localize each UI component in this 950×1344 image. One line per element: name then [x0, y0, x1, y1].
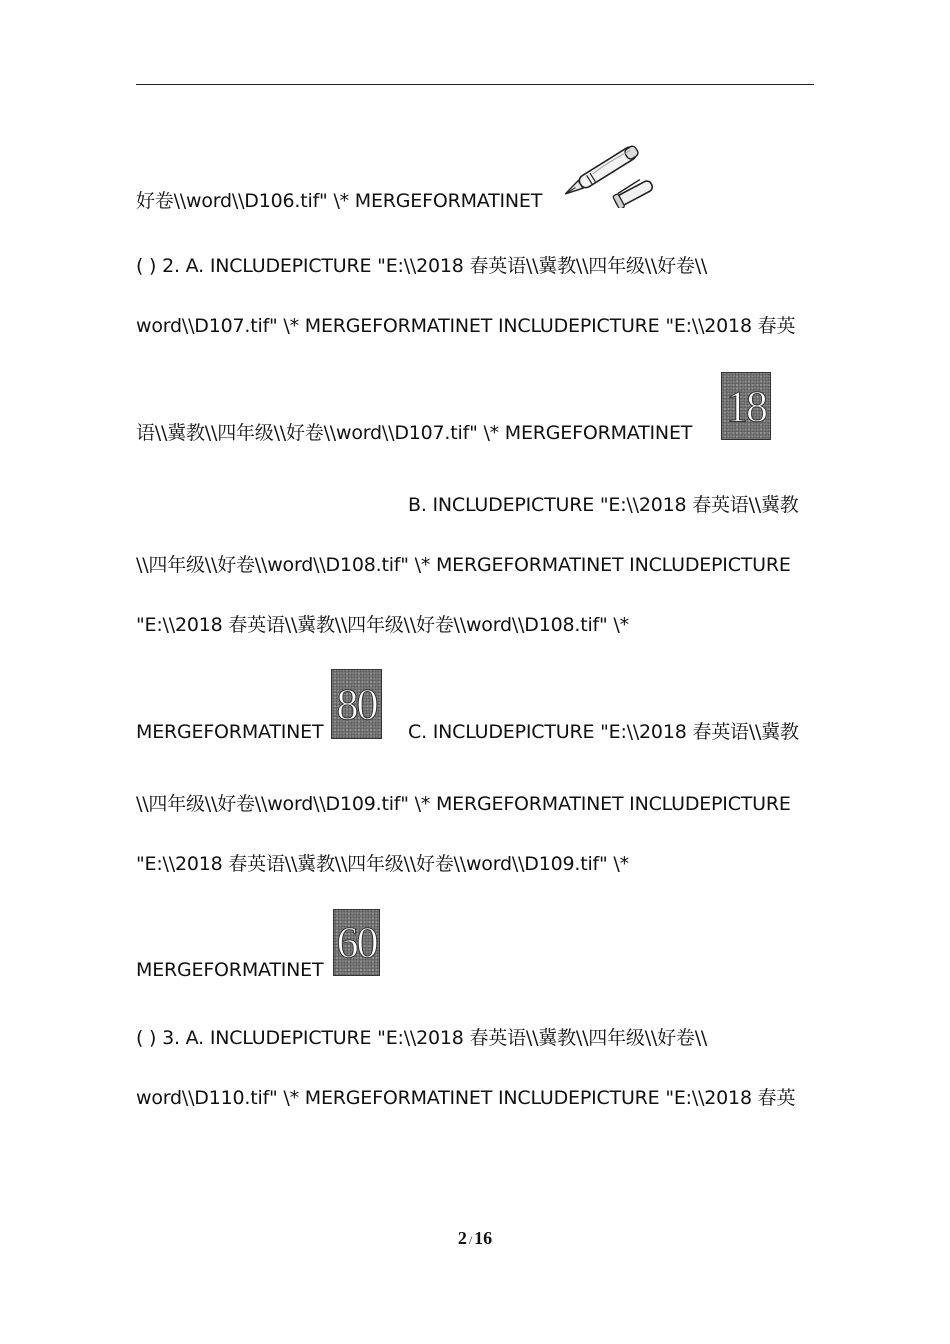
text-line-1: 好卷\\word\\D106.tif" \* MERGEFORMATINET [136, 190, 543, 212]
text-line-3: word\\D107.tif" \* MERGEFORMATINET INCLUDEPICTURE "E:\\2018 春英 [136, 315, 796, 337]
text-line-14: word\\D110.tif" \* MERGEFORMATINET INCLUDEPICTURE "E:\\2018 春英 [136, 1087, 796, 1109]
text-line-13: ( ) 3. A. INCLUDEPICTURE "E:\\2018 春英语\\冀教\\四年级\\好卷\\ [136, 1027, 708, 1049]
text-line-9: C. INCLUDEPICTURE "E:\\2018 春英语\\冀教 [408, 721, 799, 743]
text-line-4: 语\\冀教\\四年级\\好卷\\word\\D107.tif" \* MERGEFORMATINET [136, 422, 693, 444]
page-number [0, 1228, 950, 1249]
page-total: 16 [474, 1228, 493, 1248]
text-line-2: ( ) 2. A. INCLUDEPICTURE "E:\\2018 春英语\\冀教\\四年级\\好卷\\ [136, 255, 708, 277]
fountain-pen-icon [554, 136, 660, 208]
number-image-60: 60 [333, 909, 380, 976]
text-line-5: B. INCLUDEPICTURE "E:\\2018 春英语\\冀教 [408, 494, 799, 516]
page-current: 2 [457, 1228, 467, 1248]
text-line-10: \\四年级\\好卷\\word\\D109.tif" \* MERGEFORMATINET INCLUDEPICTURE [136, 793, 791, 815]
header-rule [136, 84, 814, 85]
text-line-7: "E:\\2018 春英语\\冀教\\四年级\\好卷\\word\\D108.tif" \* [136, 614, 629, 636]
page-separator: / [468, 1233, 473, 1247]
text-line-6: \\四年级\\好卷\\word\\D108.tif" \* MERGEFORMATINET INCLUDEPICTURE [136, 554, 791, 576]
text-line-11: "E:\\2018 春英语\\冀教\\四年级\\好卷\\word\\D109.tif" \* [136, 853, 629, 875]
text-line-8: MERGEFORMATINET [136, 721, 324, 743]
text-line-12: MERGEFORMATINET [136, 959, 324, 981]
number-image-80: 80 [331, 669, 382, 739]
number-image-18: 18 [721, 372, 771, 440]
